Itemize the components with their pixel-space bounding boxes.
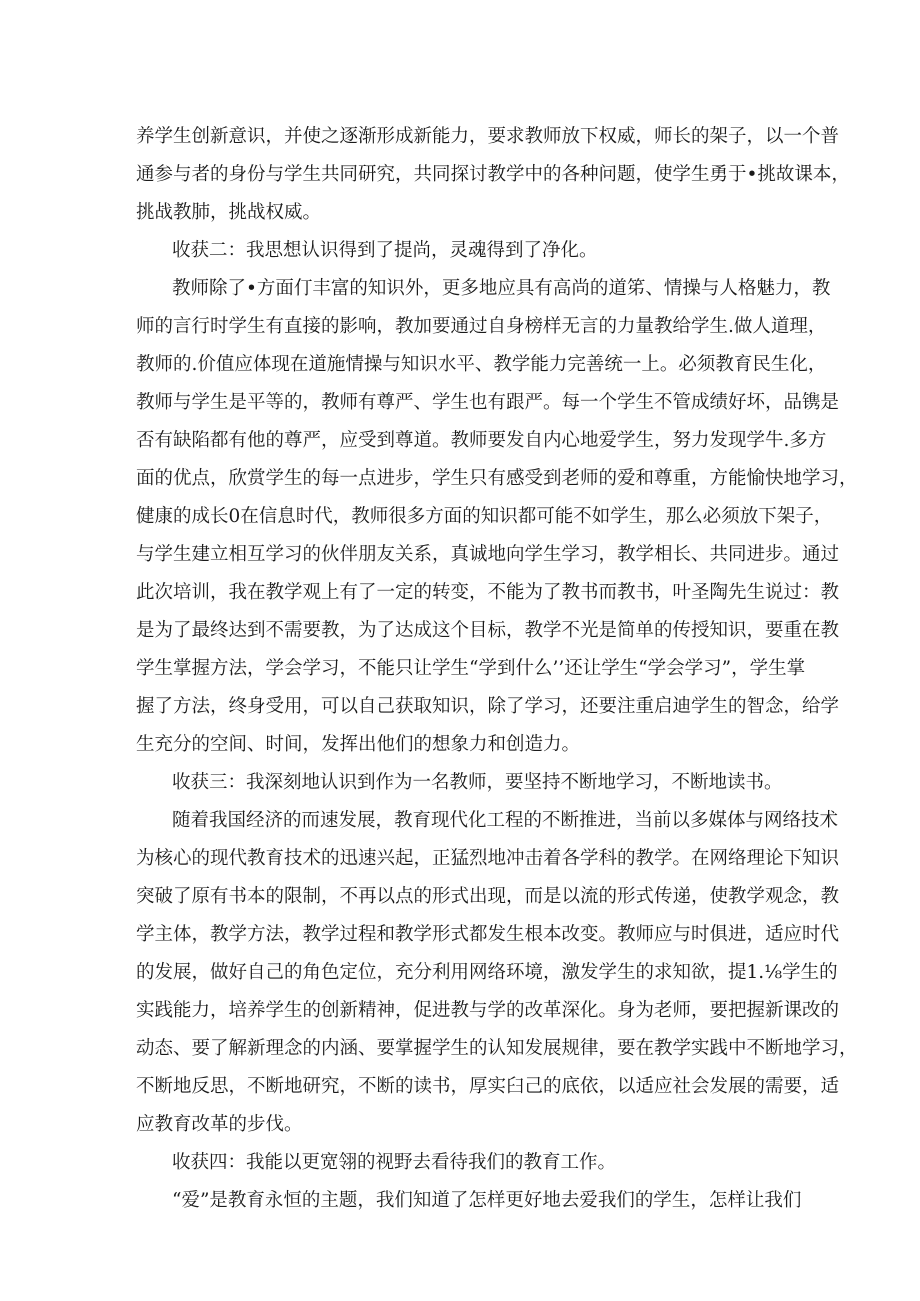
- text-line-11: 健康的成长0在信息时代，教师很多方面的知识都可能不如学生，那么必须放下架子，: [136, 506, 833, 527]
- text-line-20: 为核心的现代教育技术的迅速兴起，正猛烈地冲击着各学科的教学。在网络理论下知识: [136, 848, 840, 869]
- text-line-16: 握了方法，终身受用，可以自己获取知识，除了学习，还要注重启迪学生的智念，给学: [136, 696, 840, 717]
- text-line-17: 生充分的空间、时间，发挥出他们的想象力和创造力。: [136, 734, 581, 755]
- text-line-23: 的发展，做好自己的角色定位，充分利用网络环境，激发学生的求知欲，提1.⅛学生的: [136, 962, 838, 983]
- text-line-15: 学生掌握方法，学会学习，不能只让学生“学到什么’’还让学生“学会学习”，学生掌: [136, 658, 806, 679]
- text-line-8: 教师与学生是平等的，教师有尊严、学生也有跟严。每一个学生不管成绩好坏，品镌是: [136, 392, 840, 413]
- section-heading-4: 收获四：我能以更宽翎的视野去看待我们的教育工作。: [172, 1152, 617, 1173]
- text-line-19: 随着我国经济的而速发展，教育现代化工程的不断推进，当前以多媒体与网络技术: [172, 810, 839, 831]
- section-heading-3: 收获三：我深刻地认识到作为一名教师，要坚持不断地学习，不断地读书。: [172, 772, 783, 793]
- text-line-26: 不断地反思，不断地研究，不断的读书，厚实臼己的底依，以适应社会发展的需要，适: [136, 1076, 840, 1097]
- text-line-7: 教师的.价值应体现在道施情操与知识水平、教学能力完善统一上。必须教育民生化，: [136, 354, 827, 375]
- text-line-22: 学主体，教学方法，教学过程和教学形式都发生根本改变。教师应与时俱进，适应时代: [136, 924, 840, 945]
- text-line-29: “爱”是教育永恒的主题，我们知道了怎样更好地去爱我们的学生，怎样让我们: [172, 1190, 802, 1211]
- text-line-24: 实践能力，培养学生的创新精神，促进教与学的改革深化。身为老师，要把握新课改的: [136, 1000, 840, 1021]
- text-line-9: 否有缺陷都有他的尊严，应受到尊道。教师要发自内心地爱学生，努力发现学牛.多方: [136, 430, 827, 451]
- text-line-5: 教师除了•方面仃丰富的知识外，更多地应具有高尚的道笫、情操与人格魅力，教: [172, 278, 831, 299]
- text-line-3: 挑战教肺，挑战权威。: [136, 202, 322, 223]
- text-line-27: 应教育改革的步伐。: [136, 1114, 303, 1135]
- text-line-14: 是为了最终达到不需要教，为了达成这个目标，教学不光是简单的传授知识，要重在教: [136, 620, 840, 641]
- text-line-6: 师的言行时学生有直接的影响，教加要通过自身榜样无言的力量教给学生.做人道理，: [136, 316, 827, 337]
- text-line-21: 突破了原有书本的限制，不再以点的形式出现，而是以流的形式传递，使教学观念，教: [136, 886, 840, 907]
- text-line-10: 面的优点，欣赏学生的每一点进步，学生只有感受到老师的爱和尊重，方能愉快地学习，: [136, 468, 858, 489]
- text-line-12: 与学生建立相互学习的伙伴朋友关系，真诚地向学生学习，教学相长、共同进步。通过: [136, 544, 840, 565]
- text-line-13: 此次培训，我在教学观上有了一定的转变，不能为了教书而教书，叶圣陶先生说过：教: [136, 582, 840, 603]
- text-line-1: 养学生创新意识，并使之逐渐形成新能力，要求教师放下权威，师长的架子，以一个普: [136, 126, 840, 147]
- text-line-2: 通参与者的身份与学生共同研究，共同探讨教学中的各种问题，使学生勇于•挑故课本，: [136, 164, 850, 185]
- text-line-25: 动态、要了解新理念的内涵、要掌握学生的认知发展规律，要在教学实践中不断地学习，: [136, 1038, 858, 1059]
- section-heading-2: 收获二：我思想认识得到了提尚，灵魂得到了净化。: [172, 240, 598, 261]
